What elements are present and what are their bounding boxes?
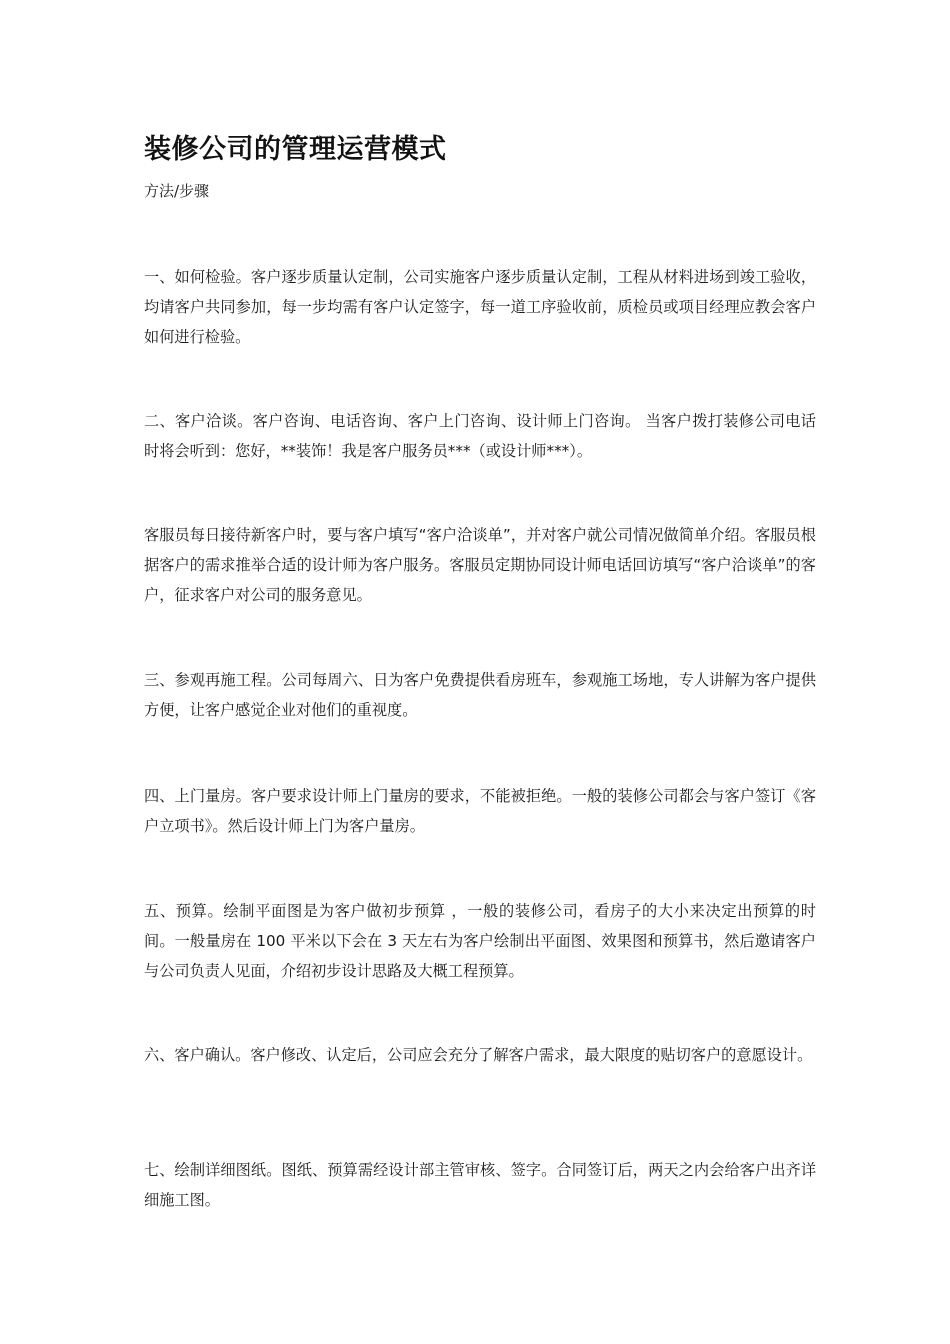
document-title: 装修公司的管理运营模式 [144, 134, 447, 165]
paragraph-customer-service: 客服员每日接待新客户时，要与客户填写“客户洽谈单”，并对客户就公司情况做简单介绍。客服员根据客户的需求推举合适的设计师为客户服务。客服员定期协同设计师电话回访填写“客户洽谈单”的客户，征求客户对公司的服务意见。 [144, 526, 816, 604]
document-subtitle: 方法/步骤 [144, 182, 210, 200]
paragraph-measurement: 四、上门量房。客户要求设计师上门量房的要求，不能被拒绝。一般的装修公司都会与客户签订《客户立项书》。然后设计师上门为客户量房。 [144, 787, 816, 835]
paragraph-consultation: 二、客户洽谈。客户咨询、电话咨询、客户上门咨询、设计师上门咨询。 当客户拨打装修公司电话时将会听到：您好，**装饰！我是客户服务员***（或设计师***）。 [144, 412, 816, 460]
paragraph-inspection: 一、如何检验。客户逐步质量认定制，公司实施客户逐步质量认定制，工程从材料进场到竣工验收，均请客户共同参加，每一步均需有客户认定签字，每一道工序验收前，质检员或项目经理应教会客户如何进行检验。 [144, 268, 816, 346]
paragraph-site-visit: 三、参观再施工程。公司每周六、日为客户免费提供看房班车，参观施工场地，专人讲解为客户提供方便，让客户感觉企业对他们的重视度。 [144, 671, 816, 719]
paragraph-detailed-drawings: 七、绘制详细图纸。图纸、预算需经设计部主管审核、签字。合同签订后，两天之内会给客户出齐详细施工图。 [144, 1161, 816, 1209]
paragraph-budget: 五、预算。绘制平面图是为客户做初步预算 ，一般的装修公司，看房子的大小来决定出预算的时间。一般量房在 100 平米以下会在 3 天左右为客户绘制出平面图、效果图和预算书，然后邀请客户与公司负责人见面，介绍初步设计思路及大概工程预算。 [144, 902, 816, 980]
paragraph-confirmation: 六、客户确认。客户修改、认定后，公司应会充分了解客户需求，最大限度的贴切客户的意愿设计。 [144, 1046, 813, 1064]
